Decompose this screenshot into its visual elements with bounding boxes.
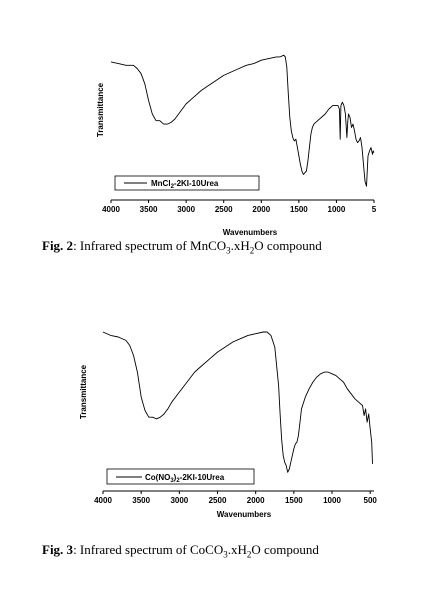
chart-1-x-tick-label: 2000 — [252, 205, 271, 214]
chart-2-y-axis-label: Transmittance — [79, 364, 88, 420]
chart-2-x-tick-label: 1000 — [323, 496, 341, 505]
chart-1-x-ticks — [102, 200, 377, 214]
chart-2-x-tick-label: 2500 — [208, 496, 227, 505]
chart-1-x-axis-label: Wavenumbers — [222, 228, 278, 237]
chart-1-legend — [115, 176, 259, 190]
chart-1-legend-label: MnCl$_2$-2KI-10Urea — [151, 179, 219, 190]
chart-2-x-tick-label: 2000 — [246, 496, 265, 505]
chart-2-x-tick-label: 1500 — [284, 496, 303, 505]
chart-2-legend-label: $Co(NO_3)_2-2KI-10Urea$ — [145, 473, 225, 484]
chart-2 — [79, 332, 377, 519]
chart-1-series-line — [111, 55, 374, 186]
chart-2-x-tick-label: 500 — [363, 496, 377, 505]
figure-2-caption: Fig. 2: Infrared spectrum of $MnCO_3.xH_2O$ compound — [42, 238, 322, 256]
chart-1-x-tick-label: 3500 — [139, 205, 158, 214]
figure-3-caption: Fig. 3: Infrared spectrum of $CoCO_3.xH_2O$ compound — [42, 542, 319, 560]
chart-1 — [96, 55, 377, 237]
chart-1-x-tick-label: 1000 — [327, 205, 346, 214]
chart-2-x-axis-label: Wavenumbers — [216, 510, 272, 519]
chart-1-x-tick-label: 1500 — [289, 205, 308, 214]
chart-2-x-tick-label: 3500 — [132, 496, 151, 505]
chart-1-x-tick-label: 5 — [371, 205, 377, 214]
chart-2-series-line — [103, 332, 373, 472]
chart-2-x-tick-label: 3000 — [170, 496, 189, 505]
chart-1-y-axis-label: Transmittance — [96, 82, 105, 138]
chart-2-x-tick-label: 4000 — [94, 496, 112, 505]
chart-1-x-tick-label: 4000 — [102, 205, 120, 214]
chart-1-x-tick-label: 3000 — [177, 205, 196, 214]
chart-2-legend — [107, 469, 254, 484]
chart-1-x-tick-label: 2500 — [214, 205, 233, 214]
chart-2-x-ticks — [94, 491, 377, 505]
